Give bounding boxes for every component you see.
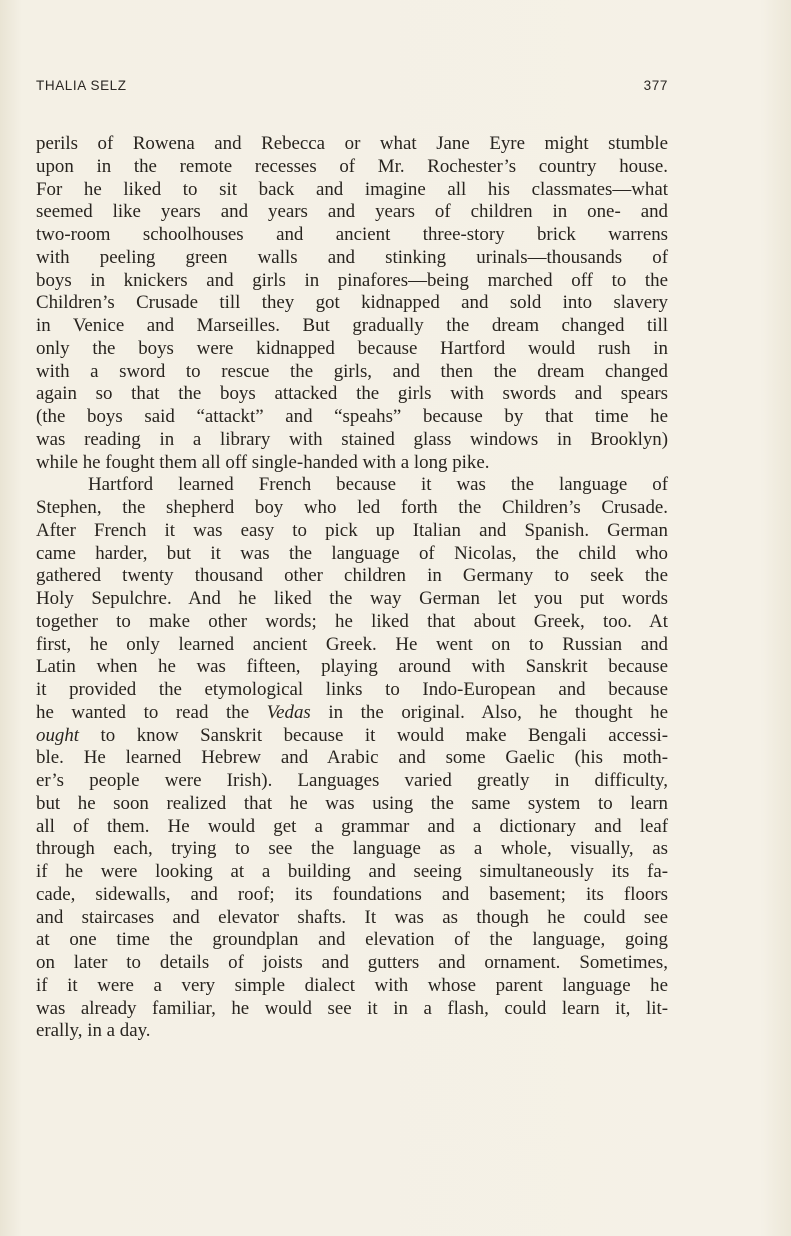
text-segment: to know Sanskrit because it would make Bengali accessi- xyxy=(79,724,668,746)
text-line: again so that the boys attacked the girls with swords and spears xyxy=(36,383,668,405)
text-line: through each, trying to see the language as a whole, visually, as xyxy=(36,838,668,860)
text-line: if it were a very simple dialect with whose parent language he xyxy=(36,974,668,996)
text-line: and staircases and elevator shafts. It was as though he could see xyxy=(36,906,668,928)
text-line: while he fought them all off single-handed with a long pike. xyxy=(36,451,490,473)
text-line: in Venice and Marseilles. But gradually the dream changed till xyxy=(36,315,668,336)
text-line: perils of Rowena and Rebecca or what Jane Eyre might stumble xyxy=(36,133,668,154)
text-segment: he wanted to read the xyxy=(36,701,267,723)
text-line: er’s people were Irish). Languages varied greatly in difficulty, xyxy=(36,770,668,791)
text-line: was already familiar, he would see it in a flash, could learn it, lit- xyxy=(36,997,668,1019)
text-line-mixed xyxy=(36,725,668,748)
text-line: all of them. He would get a grammar and a dictionary and leaf xyxy=(36,815,668,837)
text-line: upon in the remote recesses of Mr. Rochester’s country house. xyxy=(36,155,668,177)
text-line: After French it was easy to pick up Italian and Spanish. German xyxy=(36,519,668,541)
text-line: it provided the etymological links to Indo-European and because xyxy=(36,679,668,700)
text-line: Hartford learned French because it was the language of xyxy=(88,474,668,496)
italic-emphasis: ought xyxy=(36,724,80,746)
italic-title: Vedas xyxy=(266,701,311,723)
text-line: at one time the groundplan and elevation of the language, going xyxy=(36,929,668,951)
text-line: Holy Sepulchre. And he liked the way German let you put words xyxy=(36,588,668,609)
text-line: came harder, but it was the language of Nicolas, the child who xyxy=(36,542,668,564)
text-line: gathered twenty thousand other children in Germany to seek the xyxy=(36,565,668,587)
text-line: two-room schoolhouses and ancient three-story brick warrens xyxy=(36,224,668,245)
text-line: with peeling green walls and stinking urinals—thousands of xyxy=(36,246,668,268)
text-line: (the boys said “attackt” and “speahs” because by that time he xyxy=(36,406,668,427)
page-number: 377 xyxy=(643,78,668,93)
text-line: on later to details of joists and gutters and ornament. Sometimes, xyxy=(36,952,668,973)
text-line: Children’s Crusade till they got kidnapped and sold into slavery xyxy=(36,292,668,314)
text-line: boys in knickers and girls in pinafores—being marched off to the xyxy=(36,269,668,291)
text-line: Latin when he was fifteen, playing around with Sanskrit because xyxy=(36,656,668,678)
text-line-mixed xyxy=(36,702,668,725)
text-line: but he soon realized that he was using the same system to learn xyxy=(36,792,668,814)
text-line: Stephen, the shepherd boy who led forth the Children’s Crusade. xyxy=(36,497,668,518)
page-header xyxy=(36,78,668,96)
text-line: together to make other words; he liked that about Greek, too. At xyxy=(36,610,668,632)
text-line: ble. He learned Hebrew and Arabic and some Gaelic (his moth- xyxy=(36,747,668,769)
text-line: For he liked to sit back and imagine all his classmates—what xyxy=(36,178,668,200)
text-line: cade, sidewalls, and roof; its foundations and basement; its floors xyxy=(36,883,668,905)
text-line: erally, in a day. xyxy=(36,1020,151,1042)
text-line: seemed like years and years and years of children in one- and xyxy=(36,201,668,223)
text-line: was reading in a library with stained glass windows in Brooklyn) xyxy=(36,428,668,450)
text-line: only the boys were kidnapped because Hartford would rush in xyxy=(36,337,668,359)
text-segment: in the original. Also, he thought he xyxy=(310,701,668,723)
text-line: with a sword to rescue the girls, and then the dream changed xyxy=(36,360,668,382)
running-head: THALIA SELZ xyxy=(36,78,127,93)
body-text xyxy=(36,133,668,1043)
text-line: first, he only learned ancient Greek. He went on to Russian and xyxy=(36,633,668,655)
text-line: if he were looking at a building and seeing simultaneously its fa- xyxy=(36,861,668,882)
